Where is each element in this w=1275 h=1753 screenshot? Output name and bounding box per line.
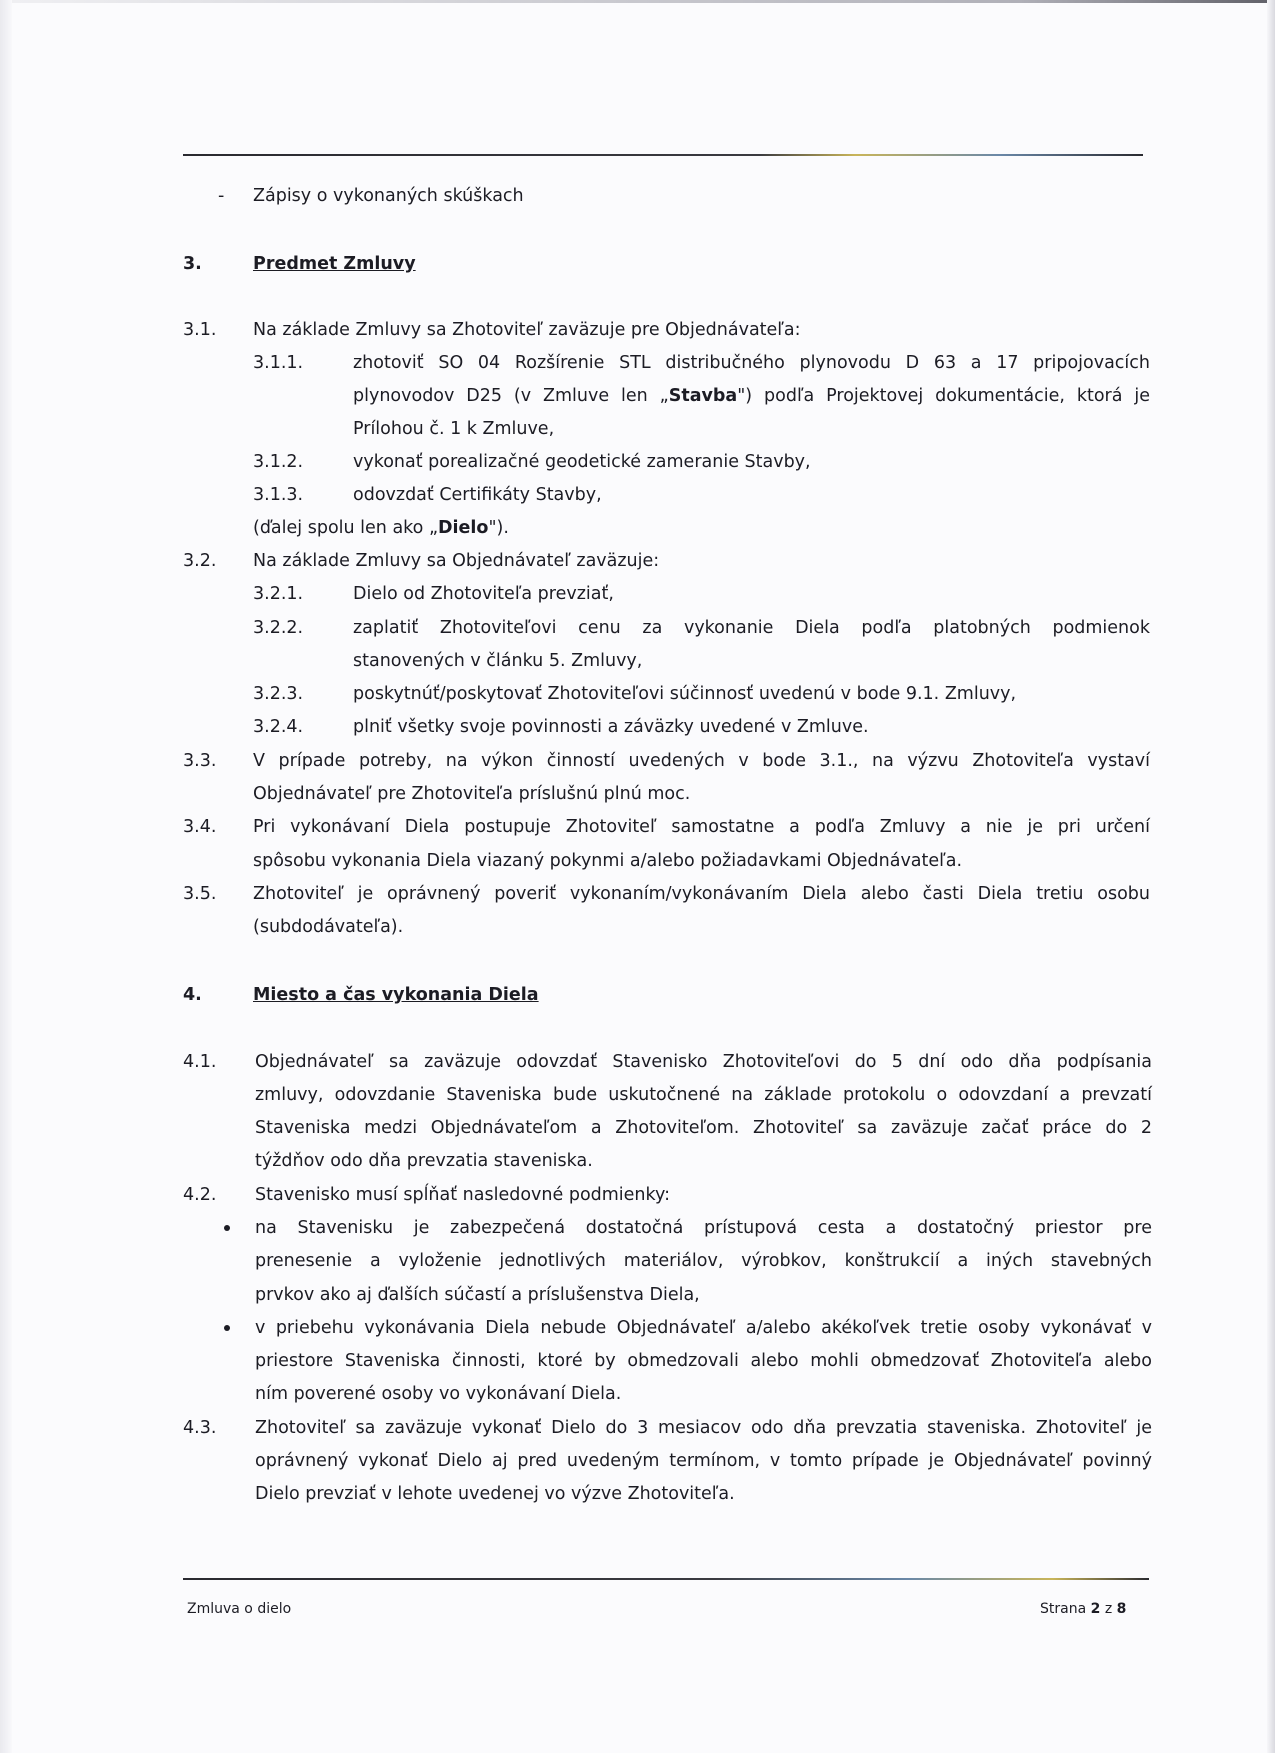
dash-marker: -	[218, 186, 225, 206]
subclause-text: zaplatiť Zhotoviteľovi cenu za vykonanie Diela podľa platobných podmienok	[353, 618, 1150, 638]
clause-text: Dielo prevziať v lehote uvedenej vo výzve Zhotoviteľa.	[255, 1484, 735, 1504]
clause-number: 3.3.	[183, 751, 217, 771]
subclause-number: 3.1.1.	[253, 353, 304, 373]
footer-rule	[183, 1578, 1149, 1580]
subclause-number: 3.2.4.	[253, 717, 304, 737]
page-number: Strana 2 z 8	[1040, 1601, 1127, 1617]
clause-number: 4.3.	[183, 1418, 217, 1438]
subclause-text: zhotoviť SO 04 Rozšírenie STL distribučného plynovodu D 63 a 17 pripojovacích	[353, 353, 1150, 373]
defined-term: Dielo	[438, 518, 489, 538]
bullet-text: prvkov ako aj ďalších súčastí a príslušenstva Diela,	[255, 1285, 700, 1305]
clause-text: (subdodávateľa).	[253, 917, 404, 937]
subclause-number: 3.2.3.	[253, 684, 304, 704]
subclause-text: Prílohou č. 1 k Zmluve,	[353, 419, 555, 439]
header-rule	[183, 154, 1143, 156]
page-edge-right	[1267, 0, 1275, 1753]
clause-text: Objednávateľ sa zaväzuje odovzdať Stavenisko Zhotoviteľovi do 5 dní odo dňa podpísania	[255, 1052, 1152, 1072]
bullet-text: v priebehu vykonávania Diela nebude Objednávateľ a/alebo akékoľvek tretie osoby vykonávať v	[255, 1318, 1152, 1338]
clause-number: 3.1.	[183, 320, 217, 340]
subclause-text: stanovených v článku 5. Zmluvy,	[353, 651, 643, 671]
clause-text: zmluvy, odovzdanie Staveniska bude uskutočnené na základe protokolu o odovzdaní a prevzatí	[255, 1085, 1152, 1105]
subclause-number: 3.1.2.	[253, 452, 304, 472]
subclause-text: vykonať porealizačné geodetické zameranie Stavby,	[353, 452, 811, 472]
clause-text: Objednávateľ pre Zhotoviteľa príslušnú plnú moc.	[253, 784, 691, 804]
subclause-number: 3.1.3.	[253, 485, 304, 505]
clause-number: 3.2.	[183, 551, 217, 571]
clause-text: Na základe Zmluvy sa Zhotoviteľ zaväzuje pre Objednávateľa:	[253, 320, 801, 340]
clause-text: V prípade potreby, na výkon činností uvedených v bode 3.1., na výzvu Zhotoviteľa vystaví	[253, 751, 1150, 771]
subclause-number: 3.2.1.	[253, 584, 304, 604]
clause-text: spôsobu vykonania Diela viazaný pokynmi a/alebo požiadavkami Objednávateľa.	[253, 851, 963, 871]
bullet-text: ním poverené osoby vo vykonávaní Diela.	[255, 1384, 622, 1404]
subclause-number: 3.2.2.	[253, 618, 304, 638]
subclause-text: plynovodov D25 (v Zmluve len „Stavba") podľa Projektovej dokumentácie, ktorá je	[353, 386, 1150, 406]
clause-text: Zhotoviteľ sa zaväzuje vykonať Dielo do 3 mesiacov odo dňa prevzatia staveniska. Zhotoviteľ je	[255, 1418, 1152, 1438]
footer-title: Zmluva o dielo	[187, 1601, 292, 1617]
list-item-text: Zápisy o vykonaných skúškach	[253, 186, 524, 206]
subclause-text: plniť všetky svoje povinnosti a záväzky uvedené v Zmluve.	[353, 717, 869, 737]
clause-text: týždňov odo dňa prevzatia staveniska.	[255, 1151, 593, 1171]
defined-term: Stavba	[668, 386, 738, 406]
clause-text: Zhotoviteľ je oprávnený poveriť vykonaním/vykonávaním Diela alebo časti Diela tretiu osobu	[253, 884, 1150, 904]
clause-number: 3.5.	[183, 884, 217, 904]
clause-number: 3.4.	[183, 817, 217, 837]
subclause-text: odovzdať Certifikáty Stavby,	[353, 485, 602, 505]
bullet-text: prenesenie a vyloženie jednotlivých materiálov, výrobkov, konštrukcií a iných stavebných	[255, 1251, 1152, 1271]
section-title: Predmet Zmluvy	[253, 254, 416, 274]
clause-text: oprávnený vykonať Dielo aj pred uvedeným termínom, v tomto prípade je Objednávateľ povinný	[255, 1451, 1152, 1471]
section-number: 4.	[183, 985, 202, 1005]
clause-closing: (ďalej spolu len ako „Dielo").	[253, 518, 509, 538]
section-number: 3.	[183, 254, 202, 274]
clause-text: Na základe Zmluvy sa Objednávateľ zaväzuje:	[253, 551, 660, 571]
bullet-text: priestore Staveniska činnosti, ktoré by obmedzovali alebo mohli obmedzovať Zhotoviteľa alebo	[255, 1351, 1152, 1371]
bullet-icon	[224, 1225, 230, 1231]
clause-number: 4.2.	[183, 1185, 217, 1205]
clause-number: 4.1.	[183, 1052, 217, 1072]
bullet-icon	[224, 1325, 230, 1331]
clause-text: Staveniska medzi Objednávateľom a Zhotoviteľom. Zhotoviteľ sa zaväzuje začať práce do 2	[255, 1118, 1152, 1138]
bullet-text: na Stavenisku je zabezpečená dostatočná prístupová cesta a dostatočný priestor pre	[255, 1218, 1152, 1238]
page-edge-top	[0, 0, 1275, 3]
page-edge-left	[0, 0, 12, 1753]
clause-text: Pri vykonávaní Diela postupuje Zhotoviteľ samostatne a podľa Zmluvy a nie je pri určení	[253, 817, 1150, 837]
section-title: Miesto a čas vykonania Diela	[253, 985, 539, 1005]
subclause-text: Dielo od Zhotoviteľa prevziať,	[353, 584, 614, 604]
clause-text: Stavenisko musí spĺňať nasledovné podmienky:	[255, 1185, 671, 1205]
subclause-text: poskytnúť/poskytovať Zhotoviteľovi súčinnosť uvedenú v bode 9.1. Zmluvy,	[353, 684, 1017, 704]
